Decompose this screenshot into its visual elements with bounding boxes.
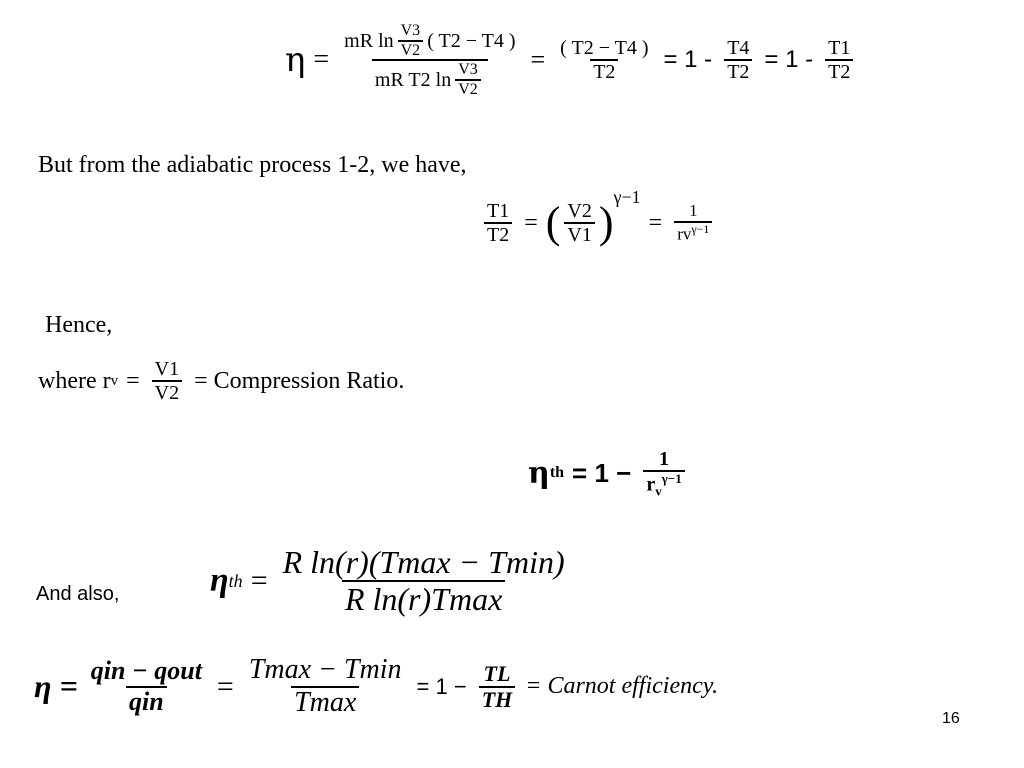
- fraction-2-numerator: ( T2 − T4 ): [560, 37, 649, 60]
- compression-ratio-definition: [38, 358, 404, 404]
- fraction-2: [557, 37, 651, 83]
- equals-sign: =: [250, 564, 268, 598]
- rv-power: [674, 221, 712, 244]
- equals-sign: =: [648, 209, 663, 236]
- v3-over-v2: [398, 22, 424, 59]
- equals-sign: =: [524, 209, 538, 236]
- th: TH: [479, 686, 516, 712]
- r-exponent: γ−1: [661, 471, 682, 486]
- fraction-3-denominator: T2: [724, 59, 752, 83]
- equals-sign: =: [313, 44, 330, 76]
- equals-one-minus: = 1 -: [663, 46, 713, 74]
- carnot-fraction: [280, 545, 568, 617]
- r-sub: v: [655, 483, 662, 499]
- right-paren: ): [598, 198, 614, 247]
- v2: V2: [567, 200, 592, 222]
- fraction-2-denominator: T2: [590, 59, 618, 83]
- temperature-fraction: [246, 655, 405, 719]
- eta-subscript: th: [549, 464, 565, 482]
- v2: V2: [398, 40, 424, 60]
- v1: V1: [564, 222, 594, 246]
- carnot-denominator: R ln(r)Tmax: [342, 580, 505, 617]
- left-paren: (: [545, 198, 561, 247]
- t2: T2: [484, 222, 512, 246]
- fraction-3-numerator: T4: [727, 37, 750, 60]
- v3: V3: [400, 22, 421, 39]
- rv: rv: [677, 224, 692, 244]
- tmax-minus-tmin: Tmax − Tmin: [248, 654, 402, 685]
- tl: TL: [483, 660, 511, 686]
- frac1-den-left: mR T2 ln: [374, 68, 452, 91]
- fraction-4-denominator: T2: [825, 59, 853, 83]
- carnot-numerator: R ln(r)(Tmax − Tmin): [282, 544, 565, 580]
- one: 1: [659, 448, 670, 470]
- v3: V3: [458, 61, 478, 79]
- q-in: qin: [126, 686, 167, 717]
- t1-over-t2: [484, 200, 512, 246]
- rv-exponent: γ−1: [691, 221, 710, 236]
- fraction-1-numerator: [341, 22, 518, 59]
- thermal-efficiency-equation: [528, 448, 689, 499]
- carnot-efficiency-equation: [34, 655, 718, 719]
- one-over-rv-power: [643, 448, 684, 499]
- rv-power: [643, 470, 684, 499]
- slide-number: 16: [942, 710, 960, 727]
- tmax: Tmax: [291, 686, 359, 719]
- v2-over-v1: [564, 200, 594, 246]
- adiabatic-text: But from the adiabatic process 1-2, we have,: [38, 152, 467, 178]
- v2: V2: [152, 380, 182, 404]
- fraction-4: [825, 37, 853, 83]
- where-suffix: = Compression Ratio.: [194, 367, 405, 394]
- v3-over-v2-den: [455, 61, 481, 98]
- eta-symbol: η: [285, 40, 306, 81]
- fraction-3: [724, 37, 752, 83]
- eta-symbol: η: [210, 562, 229, 600]
- v1: V1: [154, 358, 180, 380]
- where-prefix: where r: [38, 367, 111, 394]
- eta-subscript: th: [228, 570, 243, 591]
- equals-one-minus: = 1 -: [764, 46, 814, 74]
- heat-fraction: [88, 657, 205, 716]
- fraction-1-denominator: [372, 59, 488, 98]
- t1: T1: [487, 200, 510, 222]
- q-in-minus-q-out: qin − qout: [90, 656, 202, 686]
- equals-one-minus: = 1 −: [572, 457, 632, 488]
- v1-over-v2: [152, 358, 182, 404]
- hence-text: Hence,: [45, 312, 113, 338]
- fraction-1: [341, 22, 518, 98]
- frac1-num-right: ( T2 − T4 ): [427, 29, 516, 52]
- equals-sign: =: [530, 45, 546, 75]
- and-also-text: And also,: [36, 583, 120, 605]
- v2: V2: [455, 79, 481, 99]
- carnot-thermal-equation: [210, 545, 572, 617]
- one-over-rv: [674, 202, 712, 244]
- exponent: γ−1: [613, 186, 641, 207]
- adiabatic-equation: [480, 186, 716, 247]
- carnot-efficiency-label: = Carnot efficiency.: [525, 673, 719, 700]
- equals-sign: =: [216, 669, 234, 703]
- equals-sign: =: [126, 367, 140, 394]
- eta-symbol: η: [528, 455, 550, 491]
- where-sub: v: [110, 372, 119, 389]
- tl-over-th: [479, 662, 516, 712]
- frac1-num-left: mR ln: [344, 29, 394, 52]
- efficiency-equation-1: [285, 22, 857, 98]
- eta-equals: η =: [34, 668, 78, 705]
- fraction-4-numerator: T1: [828, 37, 851, 60]
- r: r: [646, 473, 656, 496]
- one: 1: [689, 200, 698, 220]
- equals-one-minus: = 1 −: [416, 673, 467, 699]
